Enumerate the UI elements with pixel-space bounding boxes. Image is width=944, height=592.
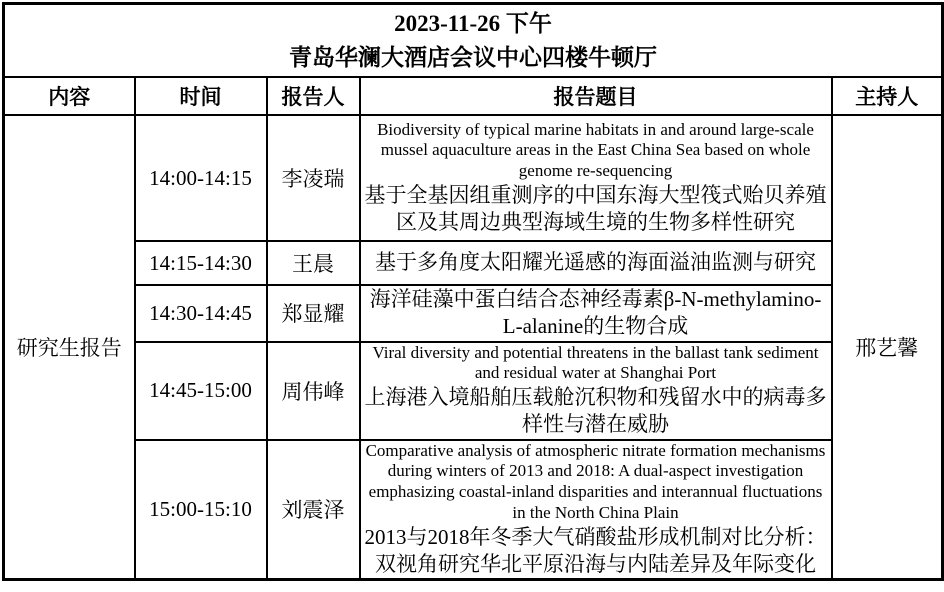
table-title-row: [4, 4, 943, 78]
title-chinese: 基于多角度太阳耀光遥感的海面溢油监测与研究: [375, 250, 816, 275]
title-cell: [360, 241, 832, 285]
title-english: Viral diversity and potential threatens in the ballast tank sediment and residual water at Shanghai Port: [372, 342, 819, 383]
title-chinese: 2013与2018年冬季大气硝酸盐形成机制对比分析：双视角研究华北平原沿海与内陆差异及年际变化: [364, 524, 827, 576]
table-row: [4, 115, 943, 241]
title-chinese: 基于全基因组重测序的中国东海大型筏式贻贝养殖区及其周边典型海域生境的生物多样性研究: [364, 182, 827, 235]
title-english: Comparative analysis of atmospheric nitrate formation mechanisms during winters of 2013 and 2018: A dual-aspect investigation emphasizing coastal-inland disparities and interannual fluctuations in the North China Plain: [365, 440, 826, 522]
column-header-speaker: 报告人: [267, 77, 360, 115]
title-english: Biodiversity of typical marine habitats in and around large-scale mussel aquaculture areas in the East China Sea based on whole genome re-sequencing: [377, 119, 814, 181]
speaker-cell: 王晨: [267, 241, 360, 285]
title-chinese: 上海港入境船舶压载舱沉积物和残留水中的病毒多样性与潜在威胁: [364, 385, 827, 437]
session-date-title: 2023-11-26 下午: [394, 11, 552, 37]
table-row: [4, 342, 943, 440]
time-cell: 14:30-14:45: [135, 285, 267, 342]
column-header-host: 主持人: [832, 77, 943, 115]
table-row: [4, 285, 943, 342]
table-title-cell: [4, 4, 943, 78]
speaker-cell: 郑显耀: [267, 285, 360, 342]
column-header-time: 时间: [135, 77, 267, 115]
time-cell: 14:45-15:00: [135, 342, 267, 440]
host-cell: 邢艺馨: [832, 115, 943, 580]
schedule-table: [2, 2, 944, 581]
title-cell: [360, 342, 832, 440]
column-header-content: 内容: [4, 77, 135, 115]
time-cell: 14:00-14:15: [135, 115, 267, 241]
title-cell: [360, 440, 832, 580]
venue-title: 青岛华澜大酒店会议中心四楼牛顿厅: [289, 44, 657, 70]
title-chinese: 海洋硅藻中蛋白结合态神经毒素β-N-methylamino-L-alanine的生物合成: [369, 287, 822, 339]
speaker-cell: 周伟峰: [267, 342, 360, 440]
column-header-row: [4, 77, 943, 115]
speaker-cell: 刘震泽: [267, 440, 360, 580]
title-cell: [360, 115, 832, 241]
column-header-title: 报告题目: [360, 77, 832, 115]
time-cell: 14:15-14:30: [135, 241, 267, 285]
table-row: [4, 440, 943, 580]
time-cell: 15:00-15:10: [135, 440, 267, 580]
session-content-cell: 研究生报告: [4, 115, 135, 580]
speaker-cell: 李凌瑞: [267, 115, 360, 241]
table-row: [4, 241, 943, 285]
title-cell: [360, 285, 832, 342]
